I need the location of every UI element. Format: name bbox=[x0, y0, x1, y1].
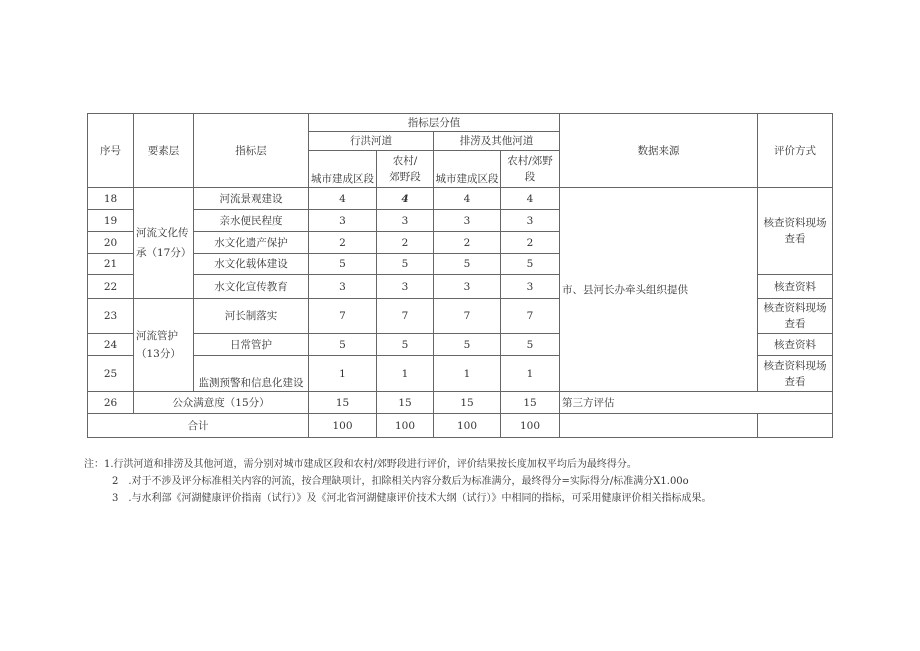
table-row bbox=[88, 392, 833, 414]
indicator-cell: 河流景观建设 bbox=[194, 188, 309, 210]
header-drainage-channel: 排涝及其他河道 bbox=[434, 132, 560, 151]
header-urban-section: 城市建成区段 bbox=[309, 151, 377, 188]
score-cell: 5 bbox=[501, 254, 560, 275]
score-cell: 1 bbox=[377, 356, 434, 392]
note-2: 2 .对于不涉及评分标准相关内容的河流，按合理缺项计，扣除相关内容分数后为标准满分，最终得分=实际得分/标准满分X1.00o bbox=[112, 476, 689, 487]
header-indicator-layer: 指标层 bbox=[194, 114, 309, 188]
eval-method-cell: 核查资料现场查看 bbox=[758, 299, 833, 334]
score-cell: 3 bbox=[501, 210, 560, 232]
score-cell: 7 bbox=[377, 299, 434, 334]
score-cell: 7 bbox=[501, 299, 560, 334]
seq-cell: 24 bbox=[88, 334, 134, 356]
score-cell: 1 bbox=[501, 356, 560, 392]
score-cell: 2 bbox=[377, 232, 434, 254]
group-management: 河流管护（13分） bbox=[134, 299, 194, 392]
score-cell: 3 bbox=[377, 275, 434, 299]
score-cell: 5 bbox=[309, 334, 377, 356]
seq-cell: 25 bbox=[88, 356, 134, 392]
eval-method-cell: 核查资料 bbox=[758, 334, 833, 356]
score-cell: 5 bbox=[434, 254, 501, 275]
eval-method-cell: 核查资料现场查看 bbox=[758, 356, 833, 392]
score-cell: 4 bbox=[501, 188, 560, 210]
header-seq: 序号 bbox=[88, 114, 134, 188]
indicator-cell: 水文化遗产保护 bbox=[194, 232, 309, 254]
header-rural-section: 农村/ 郊野段 bbox=[377, 151, 434, 188]
header-data-source: 数据来源 bbox=[560, 114, 758, 188]
data-source-main: 市、县河长办牵头组织提供 bbox=[560, 188, 758, 392]
eval-method-cell: 核查资料 bbox=[758, 275, 833, 299]
score-cell: 3 bbox=[434, 210, 501, 232]
total-row bbox=[88, 414, 833, 438]
score-cell: 2 bbox=[501, 232, 560, 254]
seq-cell: 26 bbox=[88, 392, 134, 414]
score-cell: 5 bbox=[377, 254, 434, 275]
score-cell: 1 bbox=[309, 356, 377, 392]
score-cell: 2 bbox=[309, 232, 377, 254]
header-element-layer: 要素层 bbox=[134, 114, 194, 188]
table-row bbox=[88, 188, 833, 210]
empty-cell bbox=[758, 414, 833, 438]
seq-cell: 20 bbox=[88, 232, 134, 254]
empty-cell bbox=[560, 414, 758, 438]
score-cell: 3 bbox=[434, 275, 501, 299]
group-culture: 河流文化传承（17分） bbox=[134, 188, 194, 299]
seq-cell: 18 bbox=[88, 188, 134, 210]
seq-cell: 19 bbox=[88, 210, 134, 232]
seq-cell: 22 bbox=[88, 275, 134, 299]
header-rural-section-2: 农村/郊野 段 bbox=[501, 151, 560, 188]
header-flood-channel: 行洪河道 bbox=[309, 132, 434, 151]
eval-method-cell: 核查资料现场查看 bbox=[758, 188, 833, 275]
score-cell: 5 bbox=[309, 254, 377, 275]
score-cell: 4 bbox=[309, 188, 377, 210]
score-cell: 3 bbox=[501, 275, 560, 299]
indicator-cell: 亲水便民程度 bbox=[194, 210, 309, 232]
score-cell: 15 bbox=[501, 392, 560, 414]
score-cell: 1 bbox=[434, 356, 501, 392]
notes-section bbox=[84, 456, 712, 507]
indicator-cell: 水文化宣传教育 bbox=[194, 275, 309, 299]
seq-cell: 23 bbox=[88, 299, 134, 334]
indicator-cell: 监测预警和信息化建设 bbox=[194, 356, 309, 392]
indicator-cell: 河长制落实 bbox=[194, 299, 309, 334]
indicator-cell: 日常管护 bbox=[194, 334, 309, 356]
score-cell: 4 bbox=[377, 188, 434, 210]
score-cell: 7 bbox=[434, 299, 501, 334]
score-cell: 4 bbox=[434, 188, 501, 210]
header-score-group: 指标层分值 bbox=[309, 114, 560, 132]
score-cell: 5 bbox=[377, 334, 434, 356]
score-cell: 2 bbox=[434, 232, 501, 254]
header-eval-method: 评价方式 bbox=[758, 114, 833, 188]
score-cell: 7 bbox=[309, 299, 377, 334]
score-cell: 3 bbox=[309, 210, 377, 232]
indicator-score-table bbox=[87, 113, 833, 438]
note-1: 注：1.行洪河道和排涝及其他河道，需分别对城市建成区段和农村/郊野段进行评价，评价结果按长度加权平均后为最终得分。 bbox=[84, 459, 637, 470]
score-cell: 15 bbox=[434, 392, 501, 414]
score-cell: 15 bbox=[309, 392, 377, 414]
score-cell: 5 bbox=[434, 334, 501, 356]
score-cell: 5 bbox=[501, 334, 560, 356]
total-cell: 100 bbox=[434, 414, 501, 438]
score-cell: 3 bbox=[377, 210, 434, 232]
note-3: 3 .与水利部《河湖健康评价指南（试行）》及《河北省河湖健康评价技术大纲（试行）》中相同的指标，可采用健康评价相关指标成果。 bbox=[112, 493, 712, 504]
header-urban-section-2: 城市建成区段 bbox=[434, 151, 501, 188]
indicator-cell: 公众满意度（15分） bbox=[134, 392, 309, 414]
total-cell: 100 bbox=[309, 414, 377, 438]
score-cell: 15 bbox=[377, 392, 434, 414]
total-cell: 100 bbox=[377, 414, 434, 438]
total-cell: 100 bbox=[501, 414, 560, 438]
seq-cell: 21 bbox=[88, 254, 134, 275]
total-label: 合计 bbox=[88, 414, 309, 438]
indicator-cell: 水文化载体建设 bbox=[194, 254, 309, 275]
score-cell: 3 bbox=[309, 275, 377, 299]
data-source-survey: 第三方评估 bbox=[560, 392, 833, 414]
